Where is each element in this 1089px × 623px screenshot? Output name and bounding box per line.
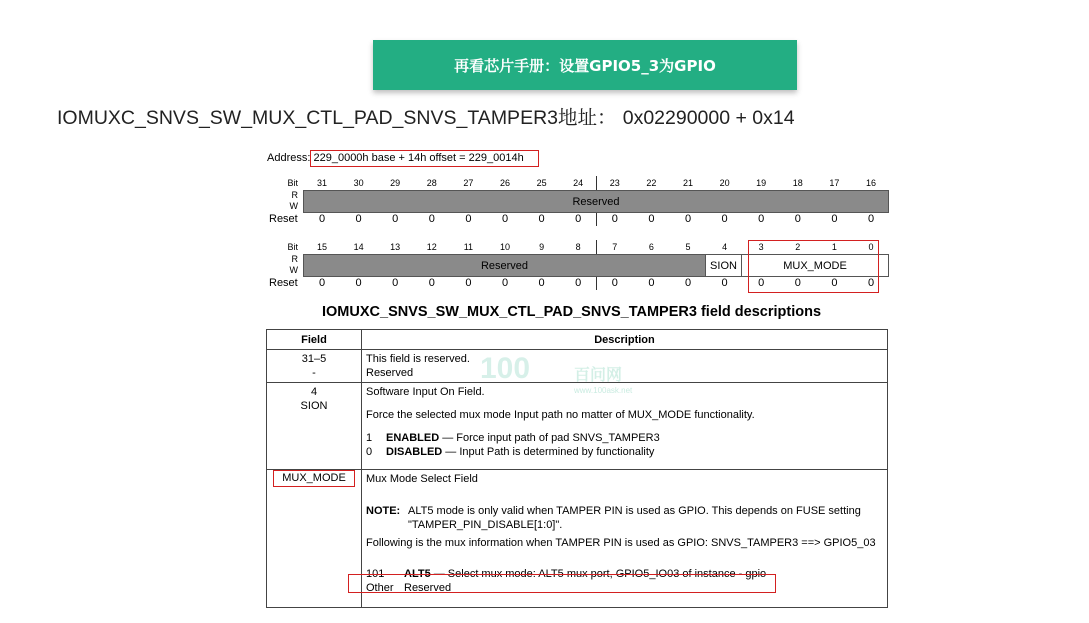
reset-value: 0 <box>392 213 399 225</box>
bit-number: 19 <box>756 178 767 188</box>
address-line-value: 229_0000h base + 14h offset = 229_0014h <box>313 152 524 164</box>
reset-value: 0 <box>355 213 362 225</box>
bit-number: 14 <box>353 242 364 252</box>
reset-value: 0 <box>538 277 545 289</box>
slide-title-banner <box>373 40 797 90</box>
enum-code: Other <box>366 582 394 594</box>
reset-value: 0 <box>355 277 362 289</box>
note-text-cont: "TAMPER_PIN_DISABLE[1:0]". <box>408 519 563 531</box>
reset-value: 0 <box>611 277 618 289</box>
enum-name: DISABLED <box>386 446 443 458</box>
note-label: NOTE: <box>366 505 401 517</box>
byte-divider <box>596 240 597 254</box>
reset-value: 0 <box>684 277 692 289</box>
reset-value: 0 <box>684 213 692 225</box>
bit-number: 24 <box>573 178 584 188</box>
register-name: IOMUXC_SNVS_SW_MUX_CTL_PAD_SNVS_TAMPER3 <box>57 107 559 129</box>
address-line-label: Address: <box>267 152 311 164</box>
field-descriptions-table <box>266 329 888 608</box>
reset-value: 0 <box>428 213 435 225</box>
field-cell <box>267 383 362 470</box>
bit-number: 0 <box>868 242 874 252</box>
bit-number: 8 <box>575 242 581 252</box>
bit-number: 27 <box>463 178 474 188</box>
bit-number: 5 <box>685 242 691 252</box>
table-row-sion <box>267 383 888 470</box>
description-cell <box>362 350 888 383</box>
note-line <box>366 504 883 518</box>
desc-line: Software Input On Field. <box>366 386 485 398</box>
enum-enabled <box>366 431 883 445</box>
reset-value: 0 <box>794 213 801 225</box>
r-label: R <box>291 190 298 200</box>
bit-number: 17 <box>829 178 840 188</box>
reset-value: 0 <box>501 213 509 225</box>
field-bits: 31–5 <box>301 353 327 365</box>
bit-number: 16 <box>865 178 876 188</box>
reset-value: 0 <box>611 213 618 225</box>
desc-line: Force the selected mux mode Input path no matter of MUX_MODE functionality. <box>366 409 755 421</box>
enum-code: 1 <box>366 432 373 444</box>
address-label: 地址： <box>558 106 617 129</box>
reset-value: 0 <box>831 213 838 225</box>
enum-desc: — Force input path of pad SNVS_TAMPER3 <box>439 432 660 444</box>
reset-value: 0 <box>648 277 655 289</box>
bit-number: 22 <box>646 178 657 188</box>
enum-desc: — Select mux mode: ALT5 mux port, GPIO5_IO03 of instance - gpio <box>430 568 767 580</box>
enum-name: ENABLED <box>386 432 440 444</box>
field-header: Field <box>267 330 362 350</box>
reset-value: 0 <box>501 277 509 289</box>
sion-field: SION <box>705 254 742 277</box>
bit-number: 1 <box>831 242 837 252</box>
bit-number: 23 <box>609 178 620 188</box>
address-value: 0x02290000 + 0x14 <box>622 107 795 129</box>
reset-value: 0 <box>648 213 655 225</box>
enum-desc: Reserved <box>404 582 452 594</box>
alt5-highlight-box <box>348 574 776 593</box>
table-header-row <box>267 330 888 350</box>
bit-number: 18 <box>792 178 803 188</box>
byte-divider <box>596 276 597 290</box>
bit-number: 10 <box>499 242 510 252</box>
desc-line: Mux Mode Select Field <box>366 473 478 485</box>
mux-mode-highlight <box>273 470 355 487</box>
field-name: SION <box>300 400 328 412</box>
reset-value: 0 <box>318 277 326 289</box>
r-label: R <box>291 254 298 264</box>
w-label: W <box>289 201 298 211</box>
bit-number: 20 <box>719 178 730 188</box>
reset-value: 0 <box>465 277 472 289</box>
bit-number: 3 <box>758 242 764 252</box>
reserved-field-upper: Reserved <box>303 190 889 213</box>
address-highlight-box <box>310 150 539 167</box>
reset-value: 0 <box>575 213 582 225</box>
bit-number: 12 <box>426 242 437 252</box>
bit-number: 31 <box>316 178 327 188</box>
table-row-mux-mode <box>267 470 888 608</box>
bit-number: 4 <box>722 242 728 252</box>
reset-value: 0 <box>867 213 875 225</box>
bit-number: 2 <box>795 242 801 252</box>
bit-number: 21 <box>682 178 693 188</box>
bit-number: 7 <box>612 242 618 252</box>
watermark-url: www.100ask.net <box>574 386 633 395</box>
desc-line: Reserved <box>366 367 414 379</box>
bit-number: 26 <box>499 178 510 188</box>
reset-label: Reset <box>269 213 298 225</box>
enum-code: 0 <box>366 446 373 458</box>
reset-value: 0 <box>392 277 399 289</box>
field-bits: 4 <box>310 386 318 398</box>
bit-number: 29 <box>390 178 401 188</box>
banner-title: 再看芯片手册：设置GPIO5_3为GPIO <box>454 56 716 75</box>
register-address-heading <box>57 102 795 130</box>
reset-value: 0 <box>758 277 765 289</box>
description-cell <box>362 470 888 608</box>
enum-desc: — Input Path is determined by functionality <box>442 446 655 458</box>
reset-value: 0 <box>721 213 728 225</box>
bit-number: 15 <box>316 242 327 252</box>
mux-mode-field: MUX_MODE <box>741 254 889 277</box>
w-label: W <box>289 265 298 275</box>
field-table-title: IOMUXC_SNVS_SW_MUX_CTL_PAD_SNVS_TAMPER3 field descriptions <box>322 304 822 320</box>
reset-value: 0 <box>428 277 435 289</box>
reserved-field-lower: Reserved <box>303 254 706 277</box>
reset-value: 0 <box>831 277 838 289</box>
desc-line: This field is reserved. <box>366 353 470 365</box>
field-name: MUX_MODE <box>282 472 346 484</box>
bit-number: 11 <box>463 242 474 252</box>
bit-number: 28 <box>426 178 437 188</box>
reset-value: 0 <box>794 277 801 289</box>
bit-number: 13 <box>390 242 401 252</box>
byte-divider <box>596 212 597 226</box>
field-cell <box>267 350 362 383</box>
enum-code: 101 <box>366 568 385 580</box>
bit-number: 6 <box>648 242 654 252</box>
bit-number: 25 <box>536 178 547 188</box>
watermark-name: 百问网 <box>574 365 623 384</box>
reset-value: 0 <box>575 277 582 289</box>
field-name: - <box>312 367 316 379</box>
enum-name: ALT5 <box>404 568 431 580</box>
table-row-reserved <box>267 350 888 383</box>
reset-value: 0 <box>465 213 472 225</box>
bit-label: Bit <box>287 242 298 252</box>
byte-divider <box>596 176 597 190</box>
mux-mode-bits-highlight <box>748 240 879 293</box>
reset-label: Reset <box>269 277 298 289</box>
bit-label: Bit <box>287 178 298 188</box>
desc-line: Following is the mux information when TAMPER PIN is used as GPIO: SNVS_TAMPER3 ==> GPIO5_03 <box>366 537 876 549</box>
enum-disabled <box>366 445 883 459</box>
watermark-logo: 100 <box>480 352 531 385</box>
description-header: Description <box>362 330 888 350</box>
reset-value: 0 <box>721 277 728 289</box>
reset-value: 0 <box>867 277 875 289</box>
bit-number: 30 <box>353 178 364 188</box>
note-text: ALT5 mode is only valid when TAMPER PIN is used as GPIO. This depends on FUSE setting <box>408 505 861 517</box>
description-cell <box>362 383 888 470</box>
reset-value: 0 <box>758 213 765 225</box>
reset-value: 0 <box>318 213 326 225</box>
bit-number: 9 <box>539 242 545 252</box>
reset-value: 0 <box>538 213 545 225</box>
